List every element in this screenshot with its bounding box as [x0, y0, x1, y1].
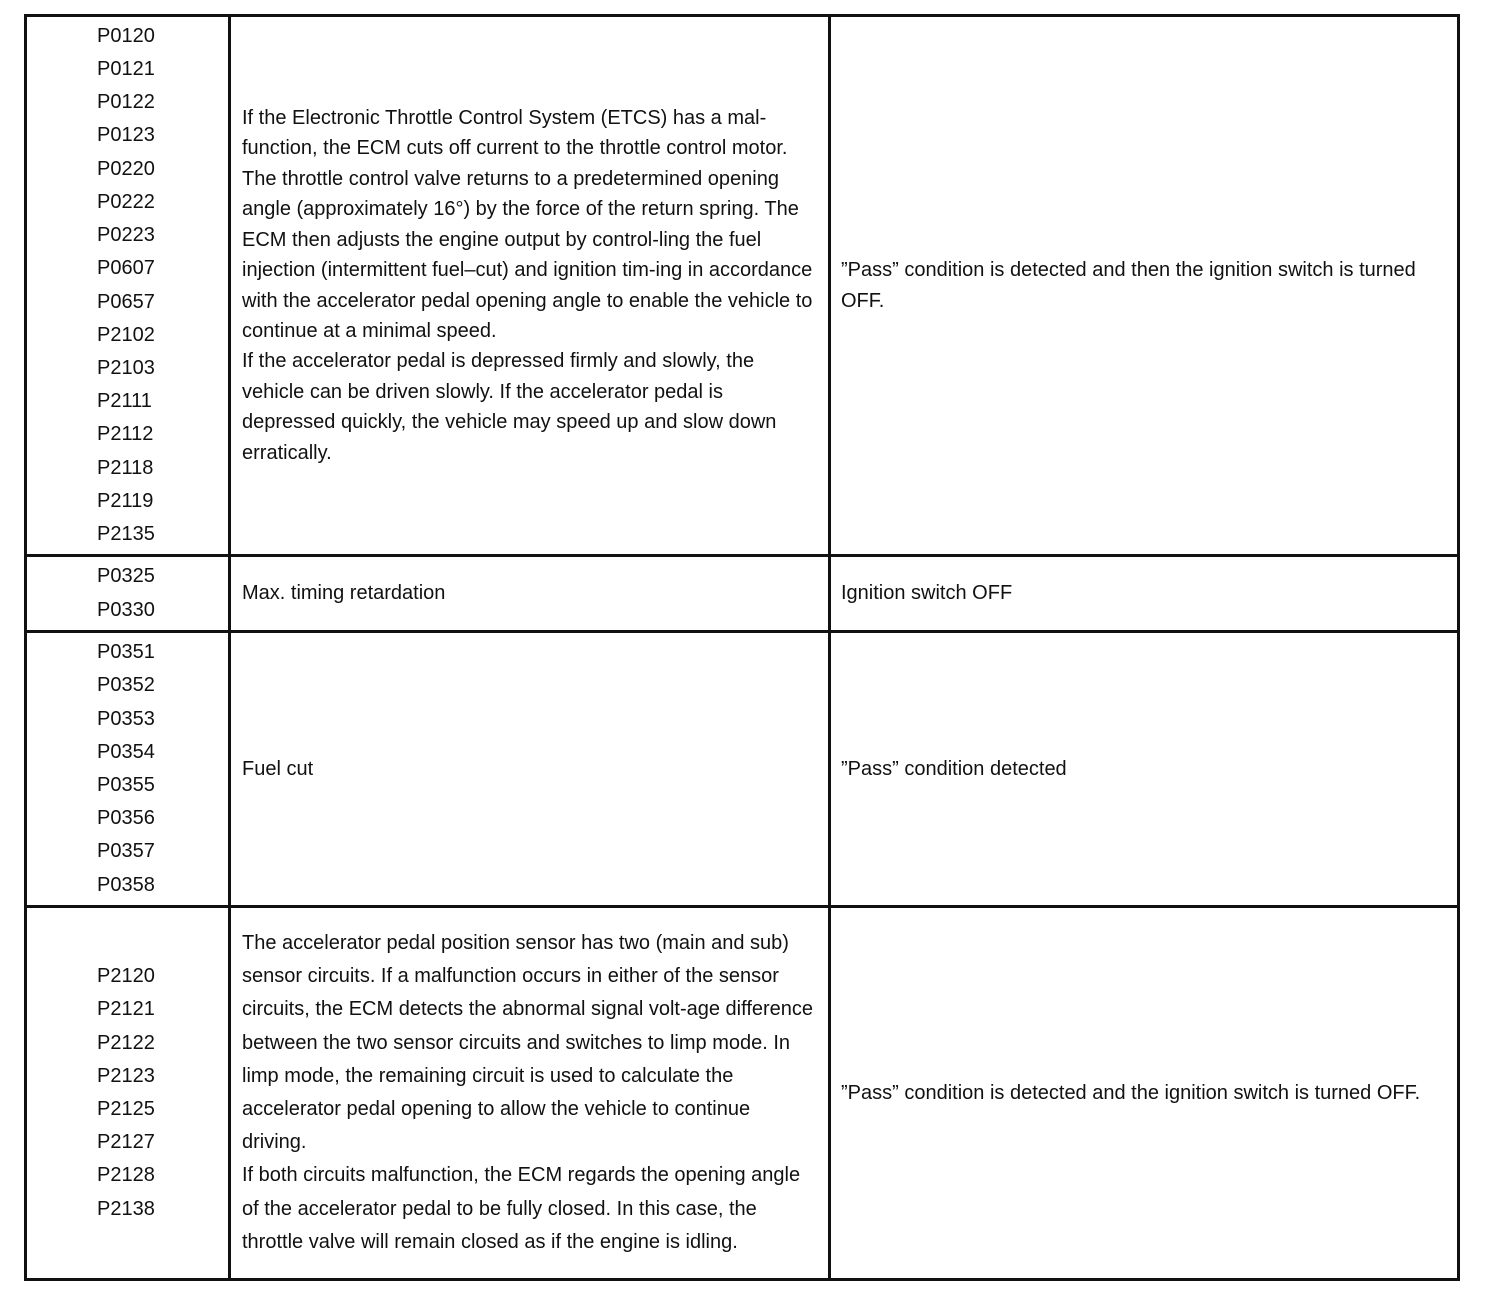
deactivation-condition-cell [830, 632, 1459, 907]
dtc-code: P0325 [97, 565, 155, 588]
dtc-code: P0351 [97, 641, 155, 664]
dtc-code: P2128 [97, 1164, 155, 1187]
dtc-code: P0354 [97, 740, 155, 763]
dtc-code: P0121 [97, 58, 155, 81]
description-paragraph: If both circuits malfunction, the ECM regards the opening angle of the accelerator pedal to be fully closed. In this case, the throttle valve will remain closed as if the engine is idling. [242, 1164, 801, 1253]
dtc-code-cell [26, 16, 230, 556]
table-row [26, 632, 1459, 907]
dtc-code: P2103 [97, 356, 155, 379]
deactivation-condition-cell [830, 16, 1459, 556]
description-paragraph: Max. timing retardation [242, 582, 446, 605]
condition-text: Ignition switch OFF [841, 582, 1013, 605]
dtc-code: P0120 [97, 24, 155, 47]
dtc-code: P0220 [97, 157, 155, 180]
dtc-code: P0222 [97, 190, 155, 213]
description-paragraph: If the accelerator pedal is depressed firmly and slowly, the vehicle can be driven slowly. If the accelerator pedal is depressed quickly, the vehicle may speed up and slow down erratically. [242, 350, 777, 464]
fail-safe-table [24, 14, 1460, 1281]
table-row [26, 556, 1459, 632]
dtc-code: P2121 [97, 998, 155, 1021]
dtc-code: P0356 [97, 807, 155, 830]
description-paragraph: The accelerator pedal position sensor has two (main and sub) sensor circuits. If a malfunction occurs in either of the sensor circuits, the ECM detects the abnormal signal volt-age difference between the two sensor circuits and switches to limp mode. In limp mode, the remaining circuit is used to calculate the accelerator pedal opening to allow the vehicle to continue driving. [242, 931, 814, 1154]
dtc-code: P2127 [97, 1131, 155, 1154]
dtc-code: P0357 [97, 840, 155, 863]
dtc-code: P2112 [97, 423, 154, 446]
condition-text: ”Pass” condition is detected and then the ignition switch is turned OFF. [841, 259, 1416, 312]
dtc-code: P2122 [97, 1031, 155, 1054]
dtc-code: P2120 [97, 965, 155, 988]
dtc-code-cell [26, 556, 230, 632]
dtc-code: P2119 [97, 489, 154, 512]
dtc-code: P0223 [97, 224, 155, 247]
description-paragraph: If the Electronic Throttle Control System (ETCS) has a mal-function, the ECM cuts off current to the throttle control motor. The throttle control valve returns to a predetermined opening angle (approximately 16°) by the force of the return spring. The ECM then adjusts the engine output by control-ling the fuel injection (intermittent fuel–cut) and ignition tim-ing in accordance with the accelerator pedal opening angle to enable the vehicle to continue at a minimal speed. [242, 107, 813, 342]
condition-text: ”Pass” condition detected [841, 757, 1067, 780]
fail-safe-description-cell [230, 907, 830, 1280]
dtc-code: P2111 [97, 390, 152, 413]
dtc-code: P0330 [97, 598, 155, 621]
dtc-code: P2123 [97, 1064, 155, 1087]
deactivation-condition-cell [830, 556, 1459, 632]
dtc-code: P2102 [97, 323, 155, 346]
condition-text: ”Pass” condition is detected and the ignition switch is turned OFF. [841, 1081, 1421, 1104]
dtc-code-cell [26, 907, 230, 1280]
table-row [26, 16, 1459, 556]
fail-safe-description-cell [230, 16, 830, 556]
fail-safe-description-cell [230, 556, 830, 632]
dtc-code: P2118 [97, 456, 154, 479]
deactivation-condition-cell [830, 907, 1459, 1280]
table-row [26, 907, 1459, 1280]
dtc-code: P0657 [97, 290, 155, 313]
fail-safe-description-cell [230, 632, 830, 907]
dtc-code: P0355 [97, 774, 155, 796]
dtc-code: P2138 [97, 1197, 155, 1220]
dtc-code: P0607 [97, 257, 155, 280]
dtc-code: P2135 [97, 522, 155, 545]
dtc-code-cell [26, 632, 230, 907]
dtc-code: P2125 [97, 1098, 155, 1120]
dtc-code: P0123 [97, 124, 155, 147]
dtc-code: P0353 [97, 707, 155, 730]
dtc-code: P0358 [97, 873, 155, 896]
description-paragraph: Fuel cut [242, 757, 314, 780]
dtc-code: P0122 [97, 91, 155, 114]
dtc-code: P0352 [97, 674, 155, 697]
